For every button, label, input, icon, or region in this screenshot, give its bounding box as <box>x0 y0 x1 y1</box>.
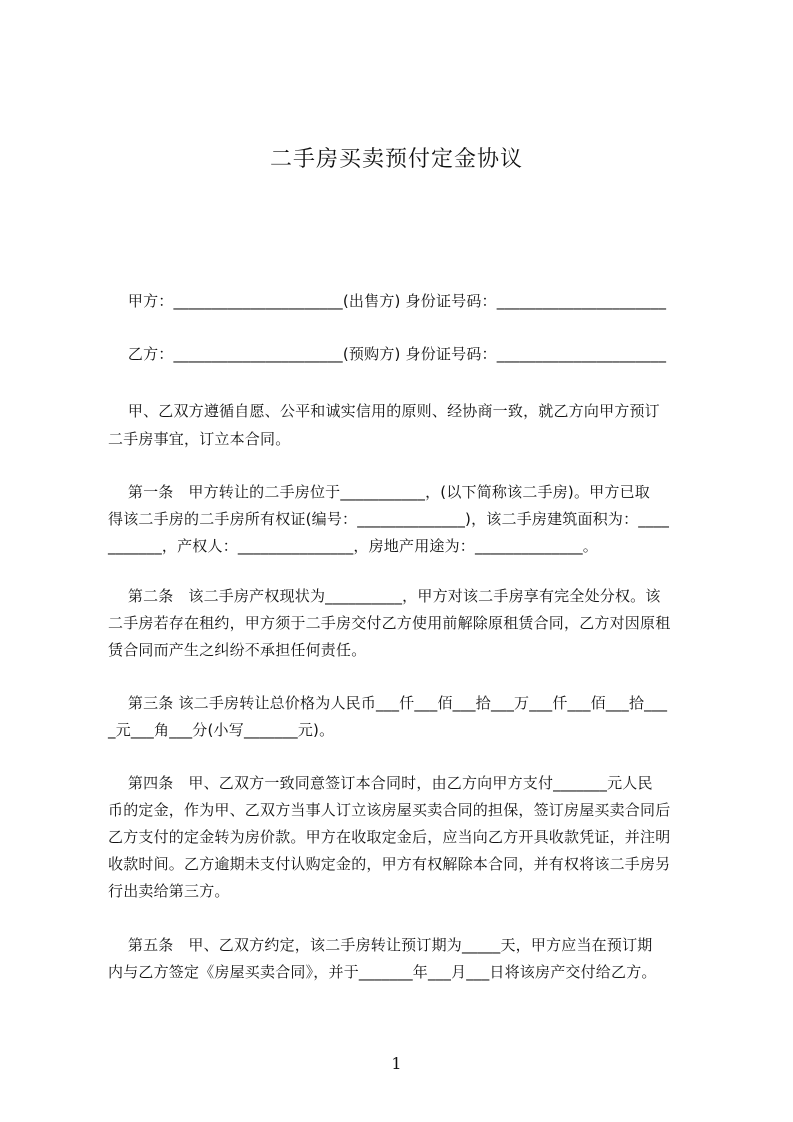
article-4-line-4: 收款时间。乙方逾期未支付认购定金的，甲方有权解除本合同，并有权将该二手房另 <box>108 855 671 873</box>
article-4-line-2: 币的定金，作为甲、乙双方当事人订立该房屋买卖合同的担保，签订房屋买卖合同后 <box>108 801 671 819</box>
article-4-line-3: 乙方支付的定金转为房价款。甲方在收取定金后，应当向乙方开具收款凭证，并注明 <box>108 828 671 846</box>
article-1-line-3: _______，产权人：_______________，房地产用途为：______________。 <box>108 537 599 555</box>
party-a-line: 甲方：______________________(出售方) 身份证号码：______________________ <box>108 292 667 310</box>
article-2-line-1: 第二条 该二手房产权现状为__________，甲方对该二手房享有完全处分权。该 <box>108 587 661 605</box>
article-2-line-3: 赁合同而产生之纠纷不承担任何责任。 <box>108 641 367 659</box>
party-b-line: 乙方：______________________(预购方) 身份证号码：______________________ <box>108 345 667 363</box>
article-5-line-2: 内与乙方签定《房屋买卖合同》，并于_______年___月___日将该房产交付给乙方。 <box>108 963 657 981</box>
page-number: 1 <box>391 1054 402 1073</box>
article-1-line-2: 得该二手房的二手房所有权证(编号：______________)，该二手房建筑面积为：____ <box>108 510 670 528</box>
article-1-line-1: 第一条 甲方转让的二手房位于___________，(以下简称该二手房)。甲方已取 <box>108 483 650 501</box>
article-4-line-1: 第四条 甲、乙双方一致同意签订本合同时，由乙方向甲方支付_______元人民 <box>108 774 653 792</box>
article-3-line-1: 第三条 该二手房转让总价格为人民币___仟___佰___拾___万___仟___佰___拾___ <box>108 694 668 712</box>
article-4-line-5: 行出卖给第三方。 <box>108 882 230 900</box>
preamble-line-2: 二手房事宜，订立本合同。 <box>108 430 291 448</box>
article-3-line-2: _元___角___分(小写_______元)。 <box>108 721 335 739</box>
article-2-line-2: 二手房若存在租约，甲方须于二手房交付乙方使用前解除原租赁合同，乙方对因原租 <box>108 614 671 632</box>
document-title: 二手房买卖预付定金协议 <box>269 147 523 172</box>
article-5-line-1: 第五条 甲、乙双方约定，该二手房转让预订期为_____天，甲方应当在预订期 <box>108 936 653 954</box>
preamble-line-1: 甲、乙双方遵循自愿、公平和诚实信用的原则、经协商一致，就乙方向甲方预订 <box>108 402 660 420</box>
